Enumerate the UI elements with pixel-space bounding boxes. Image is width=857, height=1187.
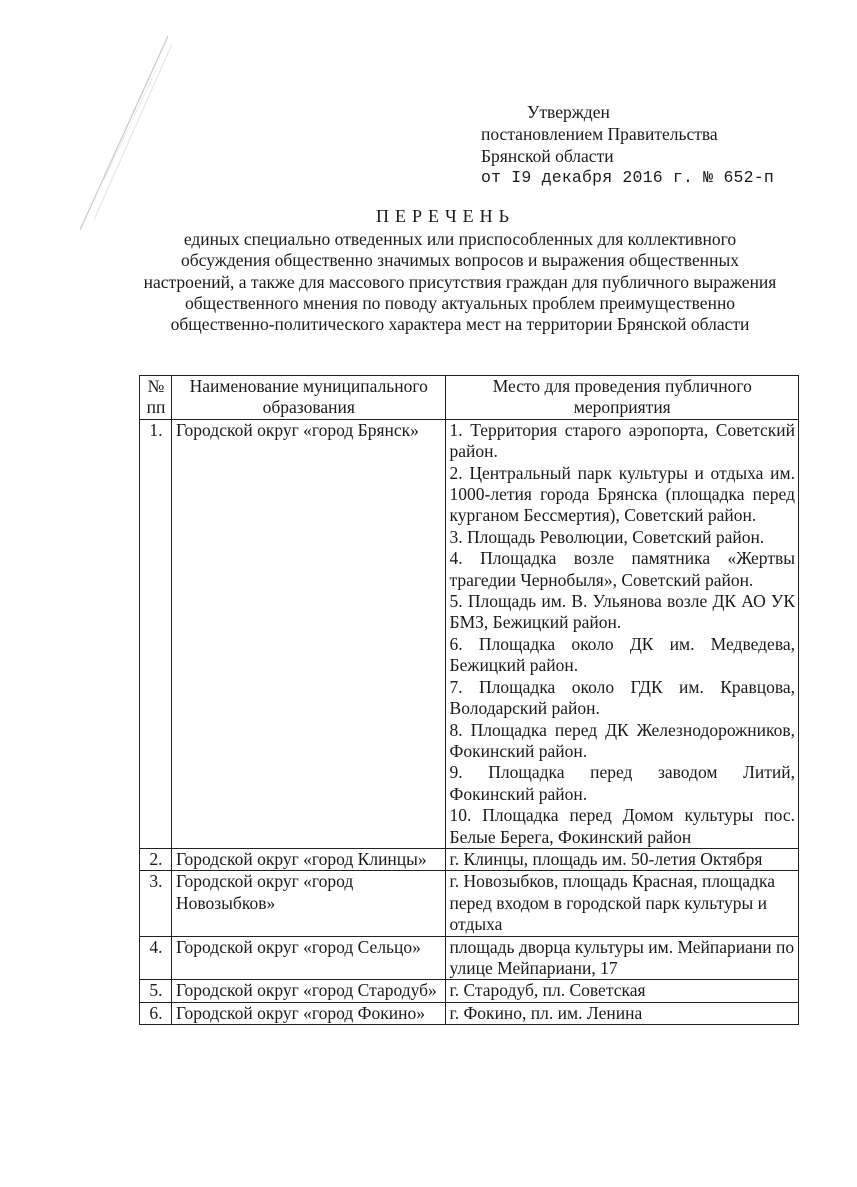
place-item: 5. Площадь им. В. Ульянова возле ДК АО УК БМЗ, Бежицкий район.	[449, 591, 795, 633]
row-num: 5.	[140, 980, 172, 1002]
place-item: площадь дворца культуры им. Мейпариани по улице Мейпариани, 17	[449, 936, 795, 978]
place-item: г. Стародуб, пл. Советская	[449, 980, 646, 1001]
places-table	[139, 375, 799, 1025]
approval-approved: Утвержден	[527, 102, 610, 122]
row-places	[445, 419, 798, 848]
header-num: № пп	[140, 376, 172, 420]
row-num: 3.	[140, 871, 172, 936]
place-item: 9. Площадка перед заводом Литий, Фокинский район.	[449, 762, 795, 804]
approval-region: Брянской области	[481, 146, 614, 166]
table-row	[140, 1002, 799, 1024]
approval-block	[481, 101, 774, 189]
place-item: г. Фокино, пл. им. Ленина	[449, 1002, 643, 1023]
place-item: 7. Площадка около ГДК им. Кравцова, Володарский район.	[449, 676, 795, 719]
row-num: 4.	[140, 936, 172, 980]
table-row	[140, 848, 799, 870]
row-places	[445, 1002, 798, 1024]
place-item: 10. Площадка перед Домом культуры пос. Белые Берега, Фокинский район	[449, 805, 795, 847]
header-place: Место для проведения публичного мероприятия	[445, 376, 798, 420]
row-municipality: Городской округ «город Сельцо»	[171, 936, 445, 980]
place-item: 6. Площадка около ДК им. Медведева, Бежицкий район.	[449, 633, 795, 676]
place-item: 8. Площадка перед ДК Железнодорожников, Фокинский район.	[449, 719, 795, 761]
row-num: 6.	[140, 1002, 172, 1024]
row-municipality: Городской округ «город Стародуб»	[171, 980, 445, 1002]
document-title: ПЕРЕЧЕНЬ	[375, 206, 516, 226]
row-num: 1.	[140, 419, 172, 848]
row-places	[445, 980, 798, 1002]
row-municipality: Городской округ «город Брянск»	[171, 419, 445, 848]
row-municipality: Городской округ «город Фокино»	[171, 1002, 445, 1024]
approval-date-number: от I9 декабря 2016 г. № 652-п	[481, 168, 774, 187]
row-places	[445, 936, 798, 980]
row-municipality: Городской округ «город Новозыбков»	[171, 871, 445, 936]
document-subtitle: единых специально отведенных или приспособленных для коллективного обсуждения общественно значимых вопросов и выражения общественных настроений, а также для массового присутствия граждан для публичного выражения общественного мнения по поводу актуальных проблем преимущественно общественно-политического характера мест на территории Брянской области	[143, 229, 777, 335]
place-item: г. Новозыбков, площадь Красная, площадка перед входом в городской парк культуры и отдыха	[449, 871, 775, 935]
place-item: 4. Площадка возле памятника «Жертвы трагедии Чернобыля», Советский район.	[449, 548, 795, 590]
row-municipality: Городской округ «город Клинцы»	[171, 848, 445, 870]
table-row	[140, 871, 799, 936]
table-row	[140, 936, 799, 980]
place-item: 1. Территория старого аэропорта, Советский район.	[449, 419, 795, 462]
place-item: 2. Центральный парк культуры и отдыха им. 1000-летия города Брянска (площадка перед курганом Бессмертия), Советский район.	[449, 462, 795, 526]
row-places	[445, 848, 798, 870]
table-header-row	[140, 376, 799, 420]
header-municipality: Наименование муниципального образования	[171, 376, 445, 420]
table-row	[140, 419, 799, 848]
approval-by-resolution: постановлением Правительства	[481, 124, 718, 144]
row-num: 2.	[140, 848, 172, 870]
table-row	[140, 980, 799, 1002]
place-item: 3. Площадь Революции, Советский район.	[449, 526, 765, 547]
row-places	[445, 871, 798, 936]
place-item: г. Клинцы, площадь им. 50-летия Октября	[449, 848, 763, 869]
